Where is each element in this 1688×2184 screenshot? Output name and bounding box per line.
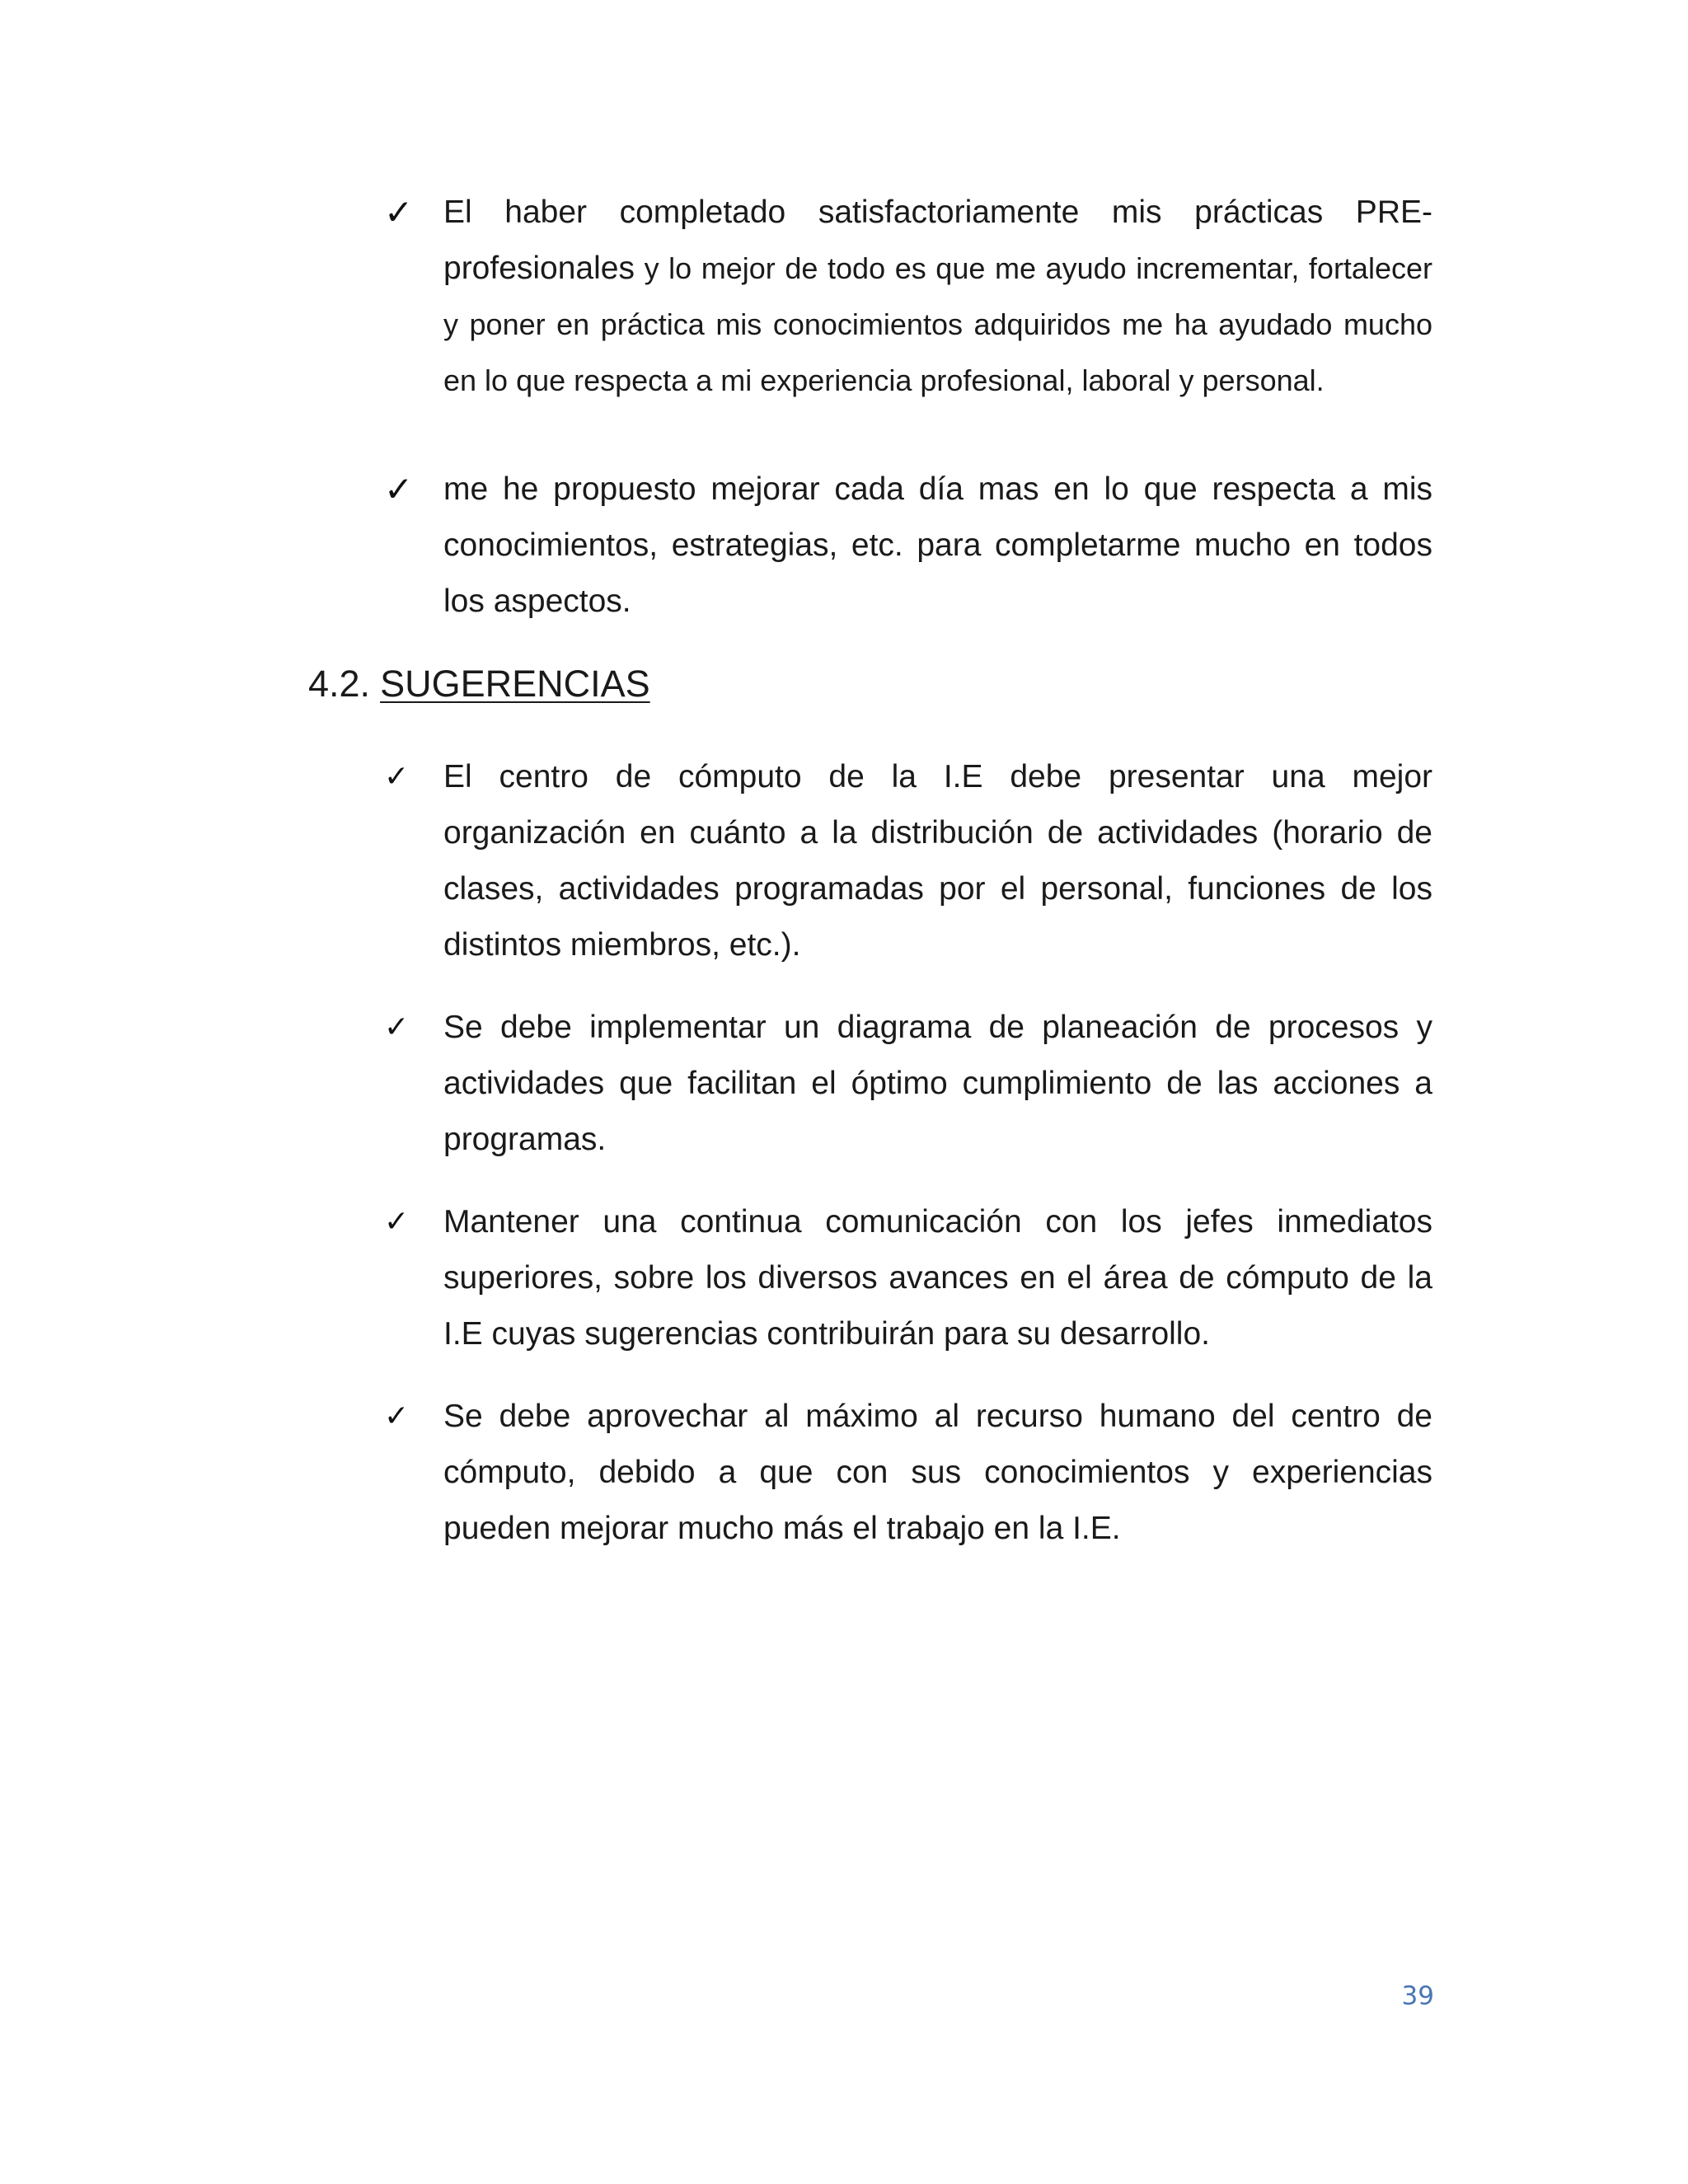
suggestion-text: Mantener una continua comunicación con los jefes inmediatos superiores, sobre los diversos avances en el área de cómputo de la I.E cuyas sugerencias contribuirán para su desarrollo. — [443, 1204, 1432, 1352]
list-item — [379, 1194, 1432, 1362]
section-title: SUGERENCIAS — [380, 663, 650, 705]
conclusion-rest-text: y lo mejor de todo es que me ayudo incrementar, fortalecer y poner en práctica mis conocimientos adquiridos me ha ayudado mucho en lo que respecta a mi experiencia profesional, laboral y personal. — [443, 251, 1432, 397]
check-mark-icon: ✓ — [384, 1010, 410, 1044]
section-heading — [308, 656, 650, 712]
check-mark-icon: ✓ — [384, 469, 414, 509]
check-mark-icon: ✓ — [384, 760, 410, 794]
check-mark-icon: ✓ — [384, 192, 414, 232]
suggestion-text: Se debe aprovechar al máximo al recurso humano del centro de cómputo, debido a que con sus conocimientos y experiencias pueden mejorar mucho más el trabajo en la I.E. — [443, 1399, 1432, 1546]
conclusions-list — [379, 185, 1432, 630]
check-mark-icon: ✓ — [384, 1205, 410, 1239]
page-number: 39 — [1401, 1981, 1434, 2011]
list-item — [379, 1389, 1432, 1557]
suggestion-text: El centro de cómputo de la I.E debe presentar una mejor organización en cuánto a la distribución de actividades (horario de clases, actividades programadas por el personal, funciones de los distintos miembros, etc.). — [443, 759, 1432, 963]
suggestion-text: Se debe implementar un diagrama de planeación de procesos y actividades que facilitan el óptimo cumplimiento de las acciones a programas. — [443, 1010, 1432, 1157]
list-item — [379, 1000, 1432, 1168]
list-item — [379, 749, 1432, 973]
conclusion-lead-text: El haber completado satisfactoriamente mis prácticas PRE-profesionales — [443, 194, 1432, 286]
list-item — [379, 462, 1432, 630]
conclusion-text: me he propuesto mejorar cada día mas en lo que respecta a mis conocimientos, estrategias, etc. para completarme mucho en todos los aspectos. — [443, 471, 1432, 619]
list-item — [379, 185, 1432, 409]
section-number: 4.2. — [308, 663, 371, 705]
check-mark-icon: ✓ — [384, 1399, 410, 1433]
suggestions-list — [379, 749, 1432, 1557]
